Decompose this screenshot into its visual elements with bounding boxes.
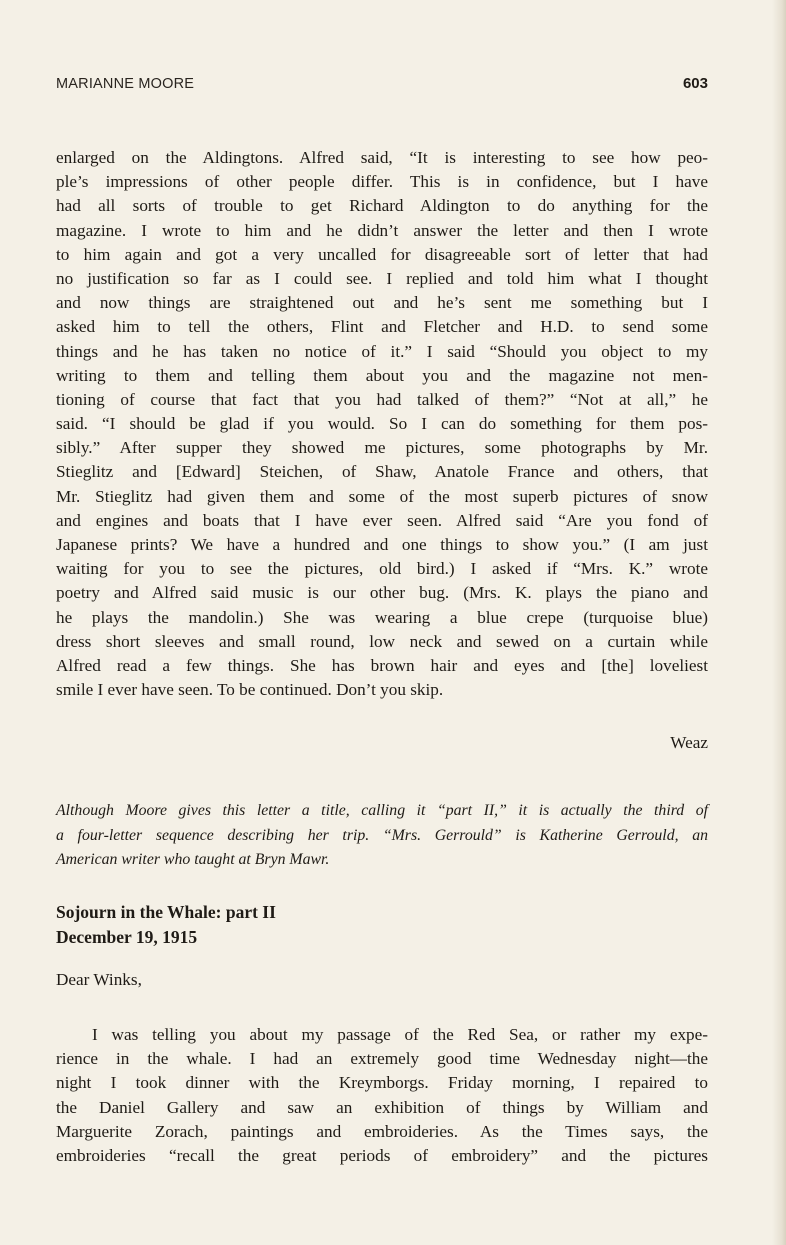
page-edge-shadow bbox=[772, 0, 786, 1245]
text-line: tioning of course that fact that you had talked of them?” “Not at all,” he bbox=[56, 389, 708, 409]
text-line: Alfred read a few things. She has brown hair and eyes and [the] loveliest bbox=[56, 655, 708, 675]
page-number: 603 bbox=[682, 75, 708, 92]
text-line: night I took dinner with the Kreymborgs. Friday morning, I repaired to bbox=[56, 1073, 708, 1093]
running-title: MARIANNE MOORE bbox=[56, 76, 195, 92]
text-line: writing to them and telling them about you and the magazine not men- bbox=[56, 365, 708, 385]
text-line: embroideries “recall the great periods of embroidery” and the pictures bbox=[56, 1145, 708, 1165]
letter-signature: Weaz bbox=[670, 733, 708, 752]
text-line: had all sorts of trouble to get Richard Aldington to do anything for the bbox=[56, 196, 708, 216]
text-line: poetry and Alfred said music is our other bug. (Mrs. K. plays the piano and bbox=[56, 583, 708, 603]
text-line: things and he has taken no notice of it.” I said “Should you object to my bbox=[56, 341, 708, 361]
text-line: said. “I should be glad if you would. So I can do something for them pos- bbox=[56, 414, 708, 434]
text-line: rience in the whale. I had an extremely good time Wednesday night—the bbox=[56, 1049, 708, 1069]
text-line: to him again and got a very uncalled for disagreeable sort of letter that had bbox=[56, 244, 708, 264]
text-line: no justification so far as I could see. I replied and told him what I thought bbox=[56, 268, 708, 288]
text-line: Japanese prints? We have a hundred and one things to show you.” (I am just bbox=[56, 535, 708, 554]
letter-heading bbox=[56, 900, 276, 949]
text-line: Stieglitz and [Edward] Steichen, of Shaw, Anatole France and others, that bbox=[56, 462, 708, 482]
editorial-note bbox=[56, 799, 708, 873]
text-line: Mr. Stieglitz had given them and some of the most superb pictures of snow bbox=[56, 486, 708, 506]
letter-body-paragraph-2 bbox=[56, 1023, 708, 1168]
note-line: American writer who taught at Bryn Mawr. bbox=[56, 851, 330, 868]
note-line: a four-letter sequence describing her trip. “Mrs. Gerrould” is Katherine Gerrould, an bbox=[56, 826, 708, 844]
note-line: Although Moore gives this letter a title, calling it “part II,” it is actually the third of bbox=[56, 802, 708, 819]
text-line: dress short sleeves and small round, low neck and sewed on a curtain while bbox=[56, 631, 708, 651]
text-line: asked him to tell the others, Flint and Fletcher and H.D. to send some bbox=[56, 317, 708, 337]
letter-date: December 19, 1915 bbox=[56, 926, 198, 947]
text-line: and now things are straightened out and he’s sent me something but I bbox=[56, 293, 708, 313]
running-head bbox=[56, 76, 708, 96]
letter-title: Sojourn in the Whale: part II bbox=[56, 902, 276, 922]
text-line: he plays the mandolin.) She was wearing a blue crepe (turquoise blue) bbox=[56, 607, 708, 627]
text-line: Marguerite Zorach, paintings and embroideries. As the Times says, the bbox=[56, 1121, 708, 1141]
text-line: sibly.” After supper they showed me pictures, some photographs by Mr. bbox=[56, 438, 708, 458]
salutation: Dear Winks, bbox=[56, 970, 142, 989]
text-line: I was telling you about my passage of the Red Sea, or rather my expe- bbox=[92, 1025, 708, 1044]
text-line: the Daniel Gallery and saw an exhibition of things by William and bbox=[56, 1097, 708, 1117]
text-line: ple’s impressions of other people differ. This is in confidence, but I have bbox=[56, 172, 708, 192]
text-line: enlarged on the Aldingtons. Alfred said, “It is interesting to see how peo- bbox=[56, 148, 708, 167]
letter-body-paragraph bbox=[56, 146, 708, 702]
text-line: smile I ever have seen. To be continued. Don’t you skip. bbox=[56, 680, 444, 700]
text-line: magazine. I wrote to him and he didn’t answer the letter and then I wrote bbox=[56, 220, 708, 240]
text-line: and engines and boats that I have ever seen. Alfred said “Are you fond of bbox=[56, 510, 708, 530]
text-line: waiting for you to see the pictures, old bird.) I asked if “Mrs. K.” wrote bbox=[56, 559, 708, 579]
